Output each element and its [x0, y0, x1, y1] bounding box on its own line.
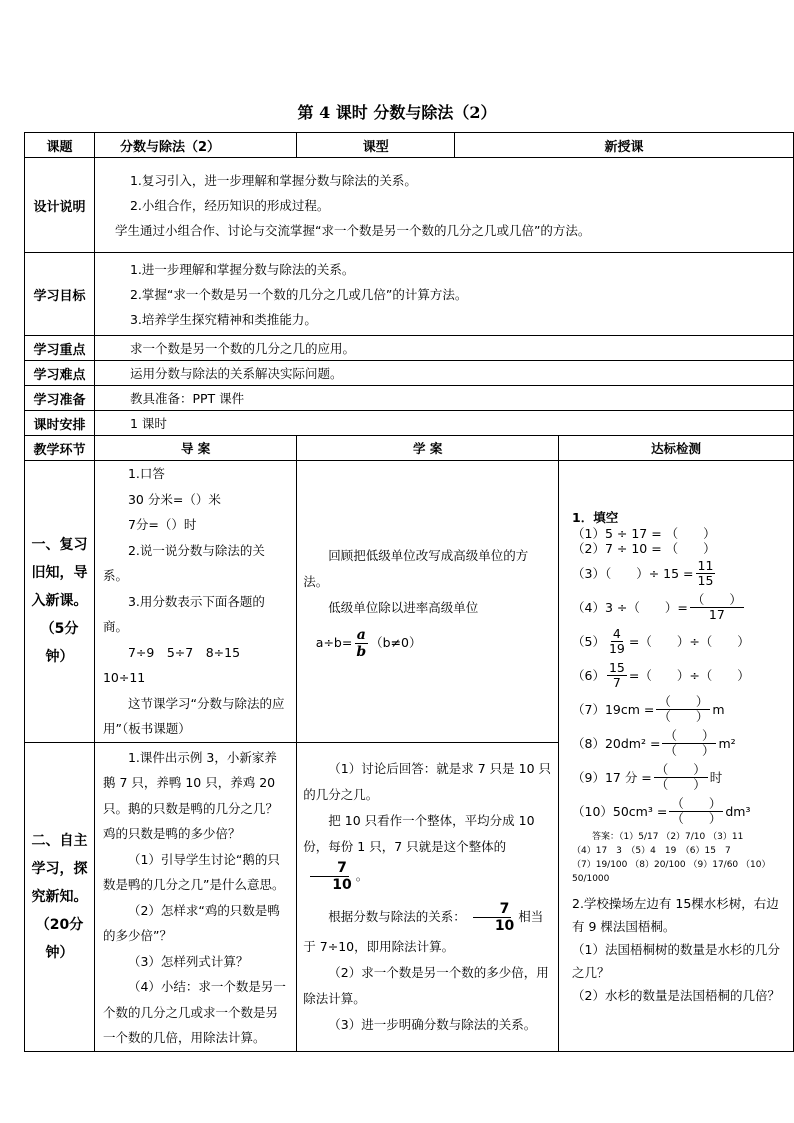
- q1-item-2: （2）7 ÷ 10 = （ ）: [572, 541, 716, 557]
- fraction-7-10: $\frac{7}{10}$: [468, 901, 516, 934]
- col-study: 学 案: [297, 436, 559, 461]
- section2-study: [297, 742, 559, 1051]
- section2-phase: 二、自主学习，探究新知。（20分钟）: [25, 742, 95, 1051]
- difficulty-label: 学习难点: [25, 361, 95, 386]
- difficulty-row: [25, 361, 794, 386]
- schedule-row: [25, 411, 794, 436]
- focus-text: 求一个数是另一个数的几分之几的应用。: [94, 336, 793, 361]
- q2-sub2: （2）水杉的数量是法国梧桐的几倍？: [572, 988, 780, 1004]
- difficulty-text: 运用分数与除法的关系解决实际问题。: [94, 361, 793, 386]
- guide-line: 3.用分数表示下面各题的商。: [102, 593, 265, 634]
- focus-label: 学习重点: [25, 336, 95, 361]
- guide-line: （2）怎样求“鸡的只数是鸭的多少倍”？: [102, 902, 280, 943]
- column-header-row: [25, 436, 794, 461]
- division-formula: a÷b= $\frac{a}{b}$ （b≠0）: [315, 626, 422, 660]
- col-guide: 导 案: [94, 436, 296, 461]
- section1-phase: 一、复习旧知，导入新课。（5分钟）: [25, 461, 95, 743]
- section1-row: [25, 461, 794, 743]
- goal-line: 3.培养学生探究精神和类推能力。: [129, 311, 317, 327]
- q1-item-3: （3）（ ）÷ 15 = $\frac{11}{15}$: [572, 557, 714, 588]
- study-line: （2）求一个数是另一个数的多少倍，用除法计算。: [303, 964, 549, 1006]
- q1-item-1: （1）5 ÷ 17 = （ ）: [572, 526, 716, 542]
- type-value: 新授课: [455, 133, 794, 158]
- q1-item-6: （6） $\frac{15}{7}$ =（ ）÷（ ）: [572, 659, 750, 690]
- section2-guide: [94, 742, 296, 1051]
- schedule-text: 1 课时: [94, 411, 793, 436]
- design-label: 设计说明: [25, 158, 95, 253]
- guide-line: 这节课学习“分数与除法的应用”（板书课题）: [102, 695, 285, 736]
- page-title: 第 4 课时 分数与除法（2）: [297, 103, 497, 122]
- design-line: 2.小组合作，经历知识的形成过程。: [129, 197, 330, 213]
- answers: 答案：（1）5/17 （2）7/10 （3）11 （4）17 3 （5）4 19 （6）15 7 （7）19/100 （8）20/100 （9）17/60 （10）50/1000: [572, 832, 771, 885]
- goal-line: 1.进一步理解和掌握分数与除法的关系。: [129, 261, 355, 277]
- guide-line: 2.说一说分数与除法的关系。: [102, 542, 265, 583]
- q1-item-5: （5） $\frac{4}{19}$ =（ ）÷（ ）: [572, 625, 750, 656]
- study-line: （3）进一步明确分数与除法的关系。: [328, 1016, 537, 1032]
- section1-study: [297, 461, 559, 743]
- check-panel: [559, 461, 794, 1052]
- study-line: （1）讨论后回答：就是求 7 只是 10 只的几分之几。: [303, 760, 552, 802]
- col-check: 达标检测: [559, 436, 794, 461]
- guide-line: （4）小结：求一个数是另一个数的几分之几或求一个数是另一个数的几倍，用除法计算。: [102, 979, 286, 1045]
- section1-guide: [94, 461, 296, 743]
- type-label: 课型: [297, 133, 455, 158]
- topic-value: 分数与除法（2）: [94, 133, 296, 158]
- guide-line: 30 分米=（）米: [127, 491, 221, 507]
- goals-label: 学习目标: [25, 253, 95, 336]
- design-row: [25, 158, 794, 253]
- formula-fraction: $\frac{a}{b}$: [356, 626, 367, 660]
- guide-line: （1）引导学生讨论“鹅的只数是鸭的几分之几”是什么意思。: [102, 851, 285, 892]
- guide-line: 1.课件出示例 3，小新家养鹅 7 只，养鸭 10 只，养鸡 20 只。鹅的只数是鸭的几分之几？鸡的只数是鸭的多少倍？: [102, 749, 278, 841]
- study-line: 把 10 只看作一个整体，平均分成 10 份，每份 1 只，7 只就是这个整体的 $\frac{7}{10}$ 。: [303, 812, 535, 893]
- prep-label: 学习准备: [25, 386, 95, 411]
- fraction-7-10: $\frac{7}{10}$: [305, 860, 353, 893]
- col-phase: 教学环节: [25, 436, 95, 461]
- study-line: 回顾把低级单位改写成高级单位的方法。: [303, 547, 529, 589]
- q2-sub1: （1）法国梧桐树的数量是水杉的几分之几？: [572, 942, 780, 981]
- guide-line: 7÷9 5÷7 8÷15 10÷11: [102, 644, 253, 685]
- goals-row: [25, 253, 794, 336]
- guide-line: （3）怎样列式计算？: [127, 953, 249, 969]
- focus-row: [25, 336, 794, 361]
- q2-text: 2.学校操场左边有 15棵水杉树，右边有 9 棵法国梧桐。: [572, 896, 779, 935]
- q1-item-10: （10）50cm³ = $\frac{( )}{( )}$ dm³: [572, 795, 751, 826]
- header-row: [25, 133, 794, 158]
- goal-line: 2.掌握“求一个数是另一个数的几分之几或几倍”的计算方法。: [129, 286, 468, 302]
- study-line: 根据分数与除法的关系： $\frac{7}{10}$ 相当于 7÷10，即用除法计算。: [303, 900, 544, 954]
- topic-label: 课题: [25, 133, 95, 158]
- guide-line: 1.口答: [127, 466, 165, 481]
- prep-row: [25, 386, 794, 411]
- q1-item-8: （8）20dm² = $\frac{( )}{( )}$ m²: [572, 727, 736, 758]
- q1-item-7: （7）19cm = $\frac{( )}{( )}$ m: [572, 693, 725, 724]
- q1-item-9: （9）17 分 = $\frac{( )}{( )}$ 时: [572, 761, 723, 792]
- q1-title: 1．填空: [572, 510, 619, 526]
- design-line: 1.复习引入，进一步理解和掌握分数与除法的关系。: [129, 172, 417, 188]
- prep-text: 教具准备：PPT 课件: [94, 386, 793, 411]
- guide-line: 7分=（）时: [127, 517, 197, 532]
- q1-item-4: （4）3 ÷（ ）= $\frac{( )}{17}$: [572, 591, 742, 622]
- design-content: [94, 158, 793, 253]
- study-line: 低级单位除以进率高级单位: [328, 599, 479, 615]
- lesson-plan-table: [24, 132, 794, 1052]
- schedule-label: 课时安排: [25, 411, 95, 436]
- design-line: 学生通过小组合作、讨论与交流掌握“求一个数是另一个数的几分之几或几倍”的方法。: [114, 222, 591, 238]
- goals-content: [94, 253, 793, 336]
